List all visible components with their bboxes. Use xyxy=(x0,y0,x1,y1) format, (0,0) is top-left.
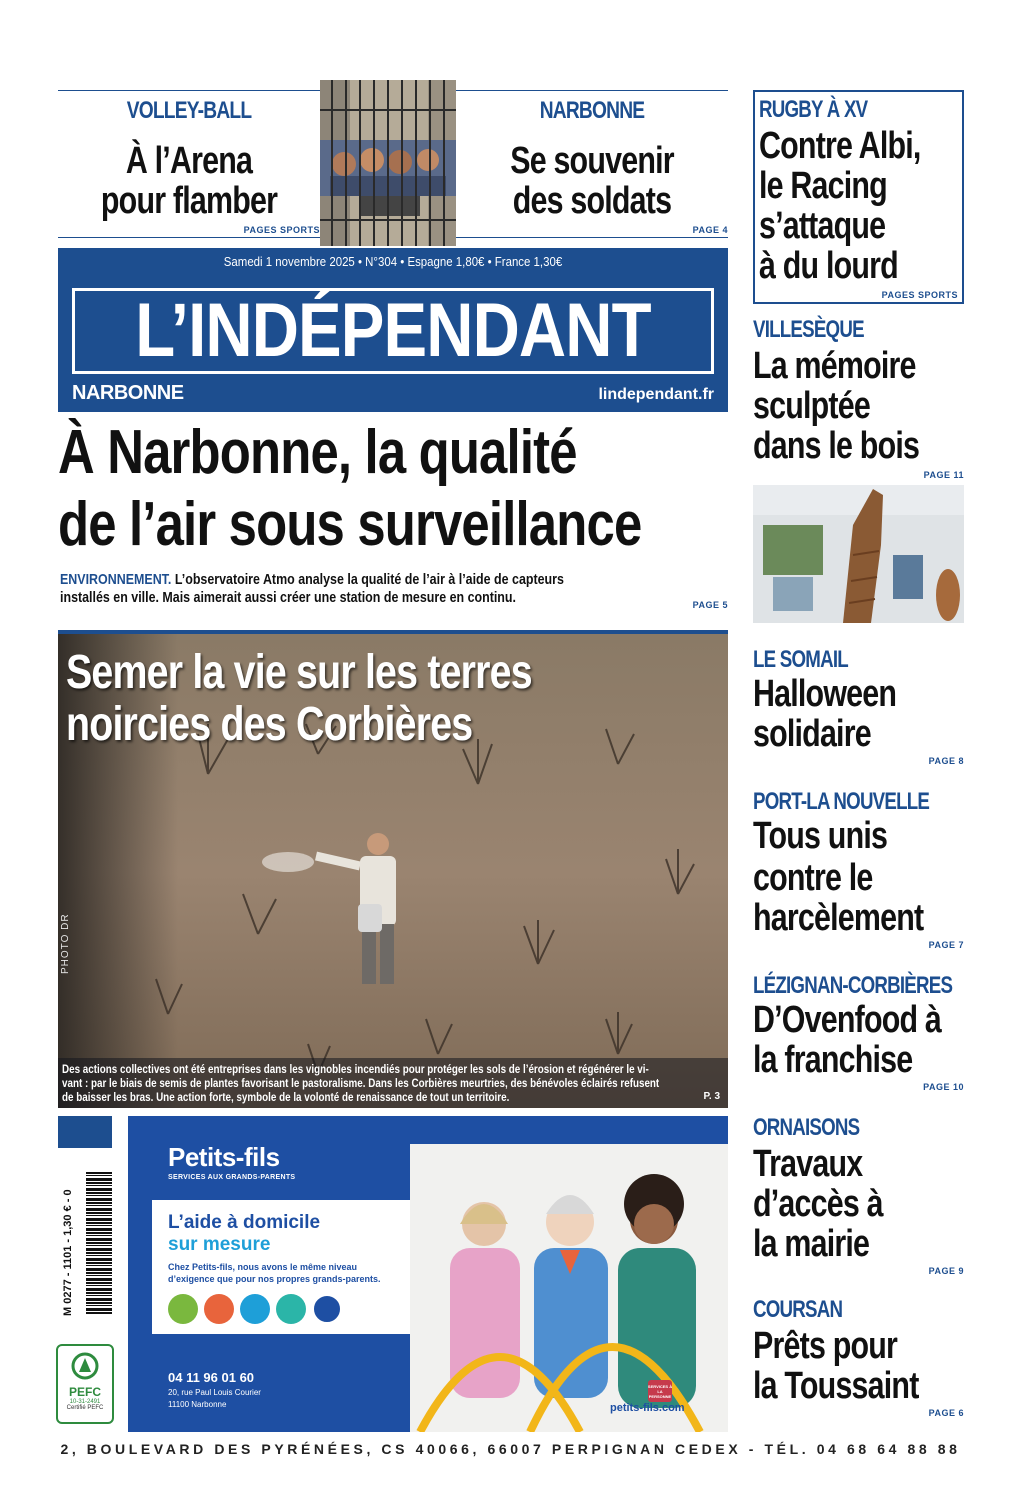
sidebar-page-ref: PAGES SPORTS xyxy=(881,290,958,300)
sidebar-title-line: s’attaque xyxy=(759,205,886,247)
blue-block xyxy=(58,1116,112,1148)
top-center-photo xyxy=(320,80,456,246)
sidebar-kicker: VILLESÈQUE xyxy=(753,316,864,343)
top-left-title-2: pour flamber xyxy=(100,180,278,222)
ad-address-1: 20, rue Paul Louis Courier xyxy=(168,1388,261,1397)
sidebar-kicker: ORNAISONS xyxy=(753,1114,860,1141)
pefc-cert: Certifié PEFC xyxy=(66,1405,104,1411)
night-icon xyxy=(312,1294,342,1324)
sidebar-item-rugby[interactable] xyxy=(753,90,964,304)
top-left-page-ref: PAGES SPORTS xyxy=(243,225,320,235)
sidebar-title-line: La mémoire xyxy=(753,345,916,387)
masthead xyxy=(58,248,728,412)
lead-headline-2[interactable]: de l’air sous surveillance xyxy=(58,490,642,559)
pefc-logo xyxy=(56,1344,114,1424)
top-center-page-ref: PAGE 4 xyxy=(692,225,728,235)
photo-headline-1: Semer la vie sur les terres xyxy=(66,646,532,699)
sculpture-photo xyxy=(753,485,964,623)
sidebar-title-line: la Toussaint xyxy=(753,1365,919,1407)
ad-brand: Petits-fils xyxy=(168,1142,280,1172)
caption-line-1: Des actions collectives ont été entreprises dans les vignobles incendiés pour protéger les sols de l’érosion et régénérer le vi- xyxy=(62,1062,649,1076)
people-icon xyxy=(240,1294,270,1324)
sidebar-title-line: la mairie xyxy=(753,1223,870,1265)
masthead-title[interactable]: L’INDÉPENDANT xyxy=(135,288,651,373)
sidebar-title-line: solidaire xyxy=(753,713,871,755)
footer-address: 2, BOULEVARD DES PYRÉNÉES, CS 40066, 66007 PERPIGNAN CEDEX - TÉL. 04 68 64 88 88 xyxy=(60,1441,961,1457)
sidebar-item-somail[interactable] xyxy=(753,644,964,768)
sidebar-item-ornaisons[interactable] xyxy=(753,1112,964,1282)
sidebar-title-line: Travaux xyxy=(753,1143,863,1185)
lead-summary xyxy=(60,571,724,607)
lead-page-ref: PAGE 5 xyxy=(692,600,728,610)
ad-headline-2: sur mesure xyxy=(168,1234,271,1255)
ad-address-2: 11100 Narbonne xyxy=(168,1400,227,1409)
main-photo[interactable] xyxy=(58,630,728,1108)
issue-info: Samedi 1 novembre 2025 • N°304 • Espagne 1,80€ • France 1,30€ xyxy=(223,254,563,269)
sidebar-page-ref: PAGE 9 xyxy=(928,1266,964,1276)
sidebar-title-line: contre le xyxy=(753,857,873,899)
sidebar-title-line: Halloween xyxy=(753,673,897,715)
photo-credit: PHOTO DR xyxy=(60,913,71,974)
sidebar-kicker: LÉZIGNAN-CORBIÈRES xyxy=(753,972,953,999)
sidebar-title-line: D’Ovenfood à xyxy=(753,999,942,1041)
ad-phone[interactable]: 04 11 96 01 60 xyxy=(168,1370,255,1385)
sidebar-title-line: Tous unis xyxy=(753,815,888,857)
three-women-image xyxy=(410,1144,728,1432)
ad-service-icons xyxy=(168,1294,368,1328)
top-center-teaser[interactable] xyxy=(456,90,728,238)
wood-sculpture-image xyxy=(753,485,964,623)
top-left-teaser[interactable] xyxy=(58,90,320,238)
caption-page-ref: P. 3 xyxy=(703,1091,720,1102)
gate-fresco-image xyxy=(320,80,456,246)
lead-headline-1[interactable]: À Narbonne, la qualité xyxy=(58,418,577,487)
sidebar-title-line: à du lourd xyxy=(759,245,898,287)
lead-summary-2: installés en ville. Mais aimerait aussi créer une station de mesure en continu. xyxy=(60,589,516,606)
pefc-tree-icon xyxy=(67,1352,103,1380)
ad-photo xyxy=(410,1144,728,1432)
photo-caption xyxy=(58,1058,728,1108)
caption-line-3: de baisser les bras. Une action forte, symbole de la volonté de renaissance de tout un territoire. xyxy=(62,1090,510,1104)
sidebar-title-line: d’accès à xyxy=(753,1183,883,1225)
ad-headline-1: L’aide à domicile xyxy=(168,1212,321,1233)
sidebar-page-ref: PAGE 7 xyxy=(928,940,964,950)
sidebar-title-line: la franchise xyxy=(753,1039,913,1081)
edition-name: NARBONNE xyxy=(72,382,184,404)
barcode-text: M 0277 - 1101 - 1,30 € - 0 xyxy=(62,1189,74,1316)
sidebar-title-line: harcèlement xyxy=(753,897,924,939)
sidebar-kicker: RUGBY À XV xyxy=(759,96,868,123)
top-center-title-1: Se souvenir xyxy=(510,140,674,182)
sidebar-title-line: le Racing xyxy=(759,165,887,207)
ad-body-2: d’exigence que pour nos propres grands-parents. xyxy=(168,1274,381,1284)
sidebar-kicker: COURSAN xyxy=(753,1296,843,1323)
sidebar-title-line: Contre Albi, xyxy=(759,125,921,167)
top-left-title-1: À l’Arena xyxy=(125,140,253,182)
ad-badge: SERVICES À LA PERSONNE xyxy=(647,1384,673,1399)
sidebar-page-ref: PAGE 11 xyxy=(923,470,964,480)
care-icon xyxy=(276,1294,306,1324)
sidebar-kicker: PORT-LA NOUVELLE xyxy=(753,788,930,815)
ad-body-1: Chez Petits-fils, nous avons le même niveau xyxy=(168,1262,358,1272)
top-center-kicker: NARBONNE xyxy=(539,97,645,124)
garden-icon xyxy=(168,1294,198,1324)
advertisement[interactable] xyxy=(128,1116,728,1432)
barcode xyxy=(86,1172,112,1314)
ad-brand-sub: SERVICES AUX GRANDS-PARENTS xyxy=(168,1174,296,1181)
sidebar-item-port-la-nouvelle[interactable] xyxy=(753,786,964,956)
sidebar-title-line: sculptée xyxy=(753,385,870,427)
sidebar-title-line: Prêts pour xyxy=(753,1325,898,1367)
lead-tag: ENVIRONNEMENT. xyxy=(60,571,172,588)
sidebar-item-villeseque[interactable] xyxy=(753,314,964,484)
sidebar-kicker: LE SOMAIL xyxy=(753,646,848,673)
sidebar-page-ref: PAGE 10 xyxy=(923,1082,964,1092)
sidebar-page-ref: PAGE 6 xyxy=(928,1408,964,1418)
ad-website[interactable]: petits-fils.com xyxy=(610,1402,685,1414)
sidebar-page-ref: PAGE 8 xyxy=(928,756,964,766)
caption-line-2: vant : par le biais de semis de plantes favorisant le pastoralisme. Dans les Corbières meurtries, des bénévoles éclairés refusent xyxy=(62,1076,660,1090)
top-left-kicker: VOLLEY-BALL xyxy=(126,97,252,124)
sidebar-item-coursan[interactable] xyxy=(753,1296,964,1424)
pefc-label: PEFC xyxy=(68,1385,101,1399)
home-icon xyxy=(204,1294,234,1324)
top-center-title-2: des soldats xyxy=(512,180,672,222)
photo-headline-2: noircies des Corbières xyxy=(66,698,473,751)
sidebar-item-lezignan[interactable] xyxy=(753,970,964,1098)
lead-summary-1: L’observatoire Atmo analyse la qualité de l’air à l’aide de capteurs xyxy=(174,571,564,588)
sidebar-title-line: dans le bois xyxy=(753,425,920,467)
website-link[interactable]: lindependant.fr xyxy=(598,386,714,403)
pefc-code: 10-31-2491 xyxy=(69,1399,101,1405)
